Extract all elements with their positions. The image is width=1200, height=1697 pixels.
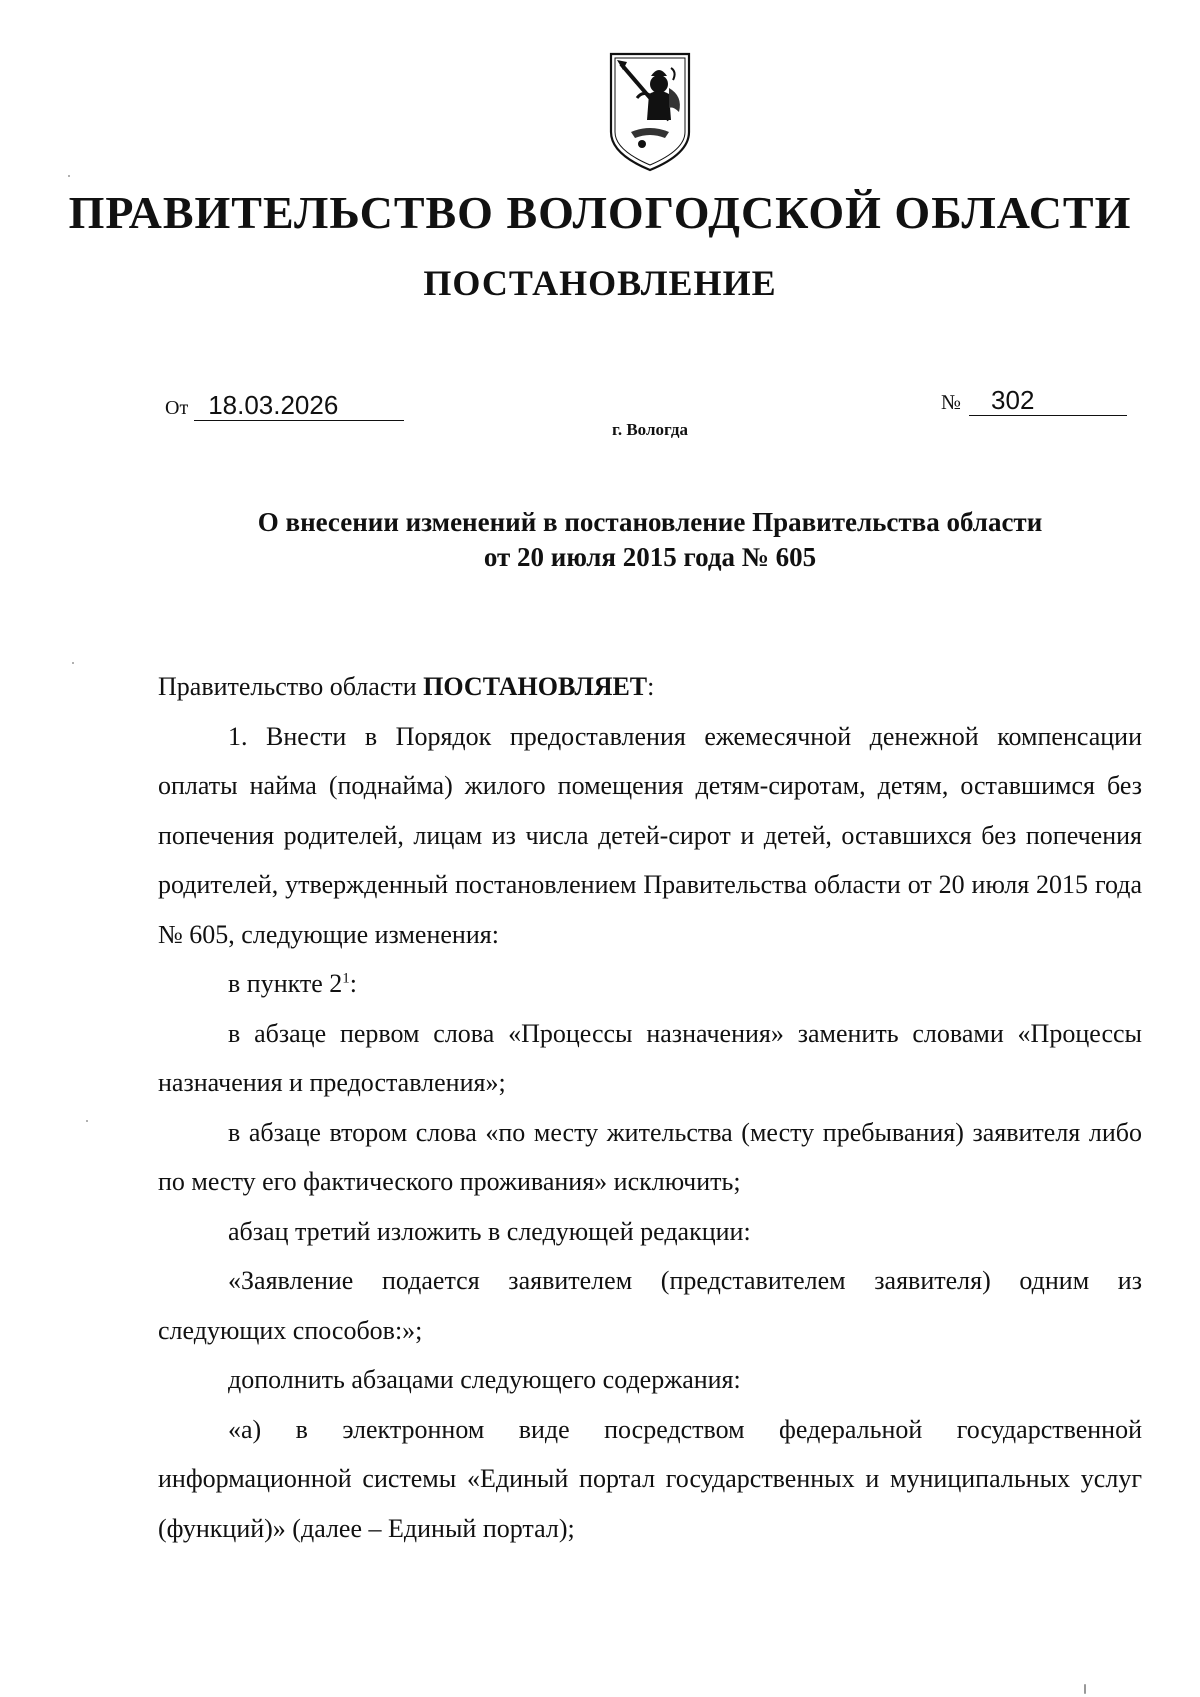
coat-of-arms-icon [607,48,693,172]
subject-line-1: О внесении изменений в постановление Правительства области [257,507,1043,537]
paragraph-2-text: в пункте 2 [228,969,343,998]
subject-line-2: от 20 июля 2015 года № 605 [483,542,817,572]
document-date [165,390,404,421]
document-type-title: ПОСТАНОВЛЕНИЕ [423,263,777,303]
paragraph-2-colon: : [349,969,358,998]
paragraph-8: «а) в электронном виде посредством федеральной государственной информационной системы «Единый портал государственных и муниципальных услуг (функций)» (далее – Единый портал); [158,1414,1142,1543]
paragraph-5: абзац третий изложить в следующей редакции: [228,1216,751,1246]
document-body [158,662,1142,1553]
paragraph-6: «Заявление подается заявителем (представителем заявителя) одним из следующих способов:»; [158,1266,1142,1345]
date-prefix: От [165,397,189,419]
paragraph-1: 1. Внести в Порядок предоставления ежемесячной денежной компенсации оплаты найма (поднайма) жилого помещения детям-сиротам, детям, оставшимся без попечения родителей, лицам из числа детей-сирот и детей, оставшихся без попечения родителей, утвержденный постановлением Правительства области от 20 июля 2015 года № 605, следующие изменения: [158,721,1142,949]
paragraph-2-superscript: 1 [342,970,350,987]
date-value: 18.03.2026 [194,390,404,421]
document-subject [150,505,1150,575]
paragraph-7: дополнить абзацами следующего содержания: [228,1365,741,1394]
city-name: г. Вологда [612,420,688,439]
organization-title: ПРАВИТЕЛЬСТВО ВОЛОГОДСКОЙ ОБЛАСТИ [68,187,1132,238]
intro-colon: : [647,672,655,701]
intro-text: Правительство области [158,672,424,701]
paragraph-4: в абзаце втором слова «по месту жительства (месту пребывания) заявителя либо по месту его фактического проживания» исключить; [158,1117,1142,1196]
intro-paragraph [158,662,1142,712]
intro-decree-word: ПОСТАНОВЛЯЕТ [423,672,648,701]
document-number [941,385,1127,416]
number-prefix: № [941,390,962,414]
paragraph-2 [158,959,1142,1009]
number-value: 302 [969,385,1127,416]
paragraph-3: в абзаце первом слова «Процессы назначения» заменить словами «Процессы назначения и предоставления»; [158,1018,1142,1097]
